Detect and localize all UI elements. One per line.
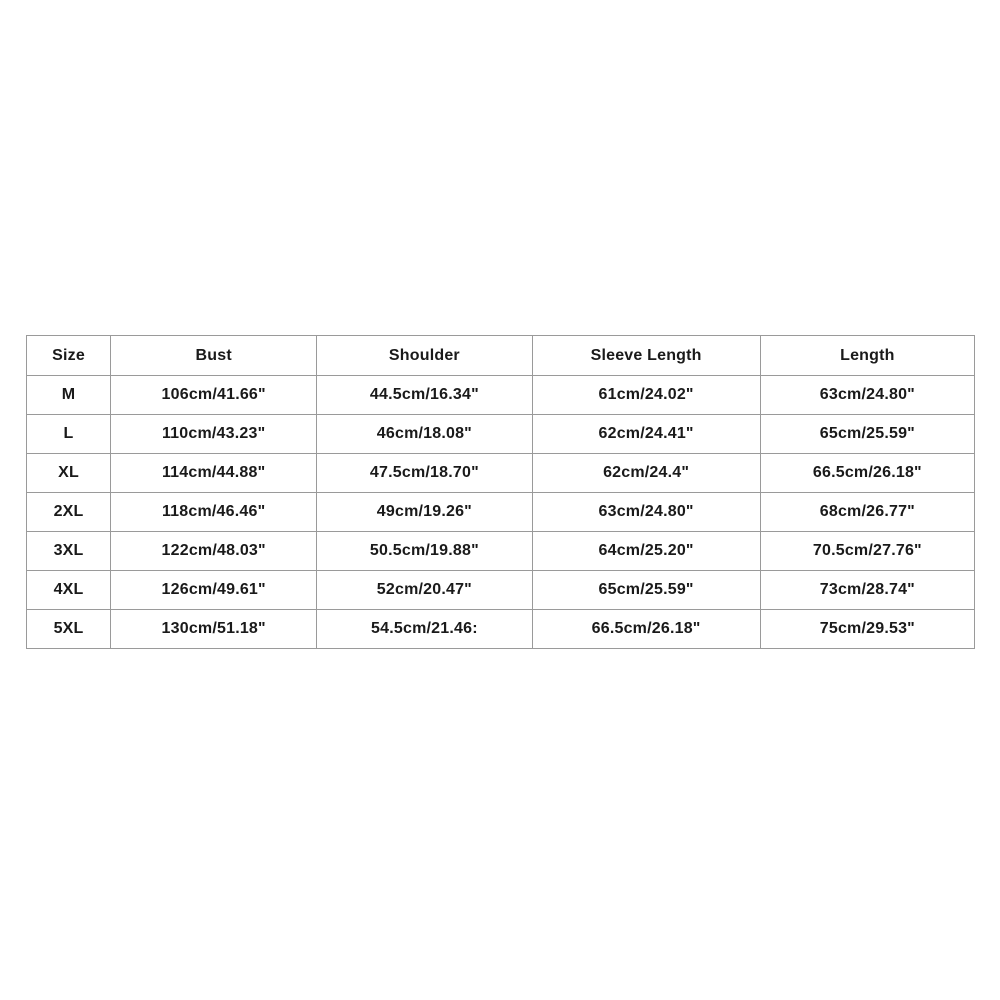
table-row: [27, 493, 975, 532]
cell-shoulder: 52cm/20.47": [317, 571, 532, 610]
cell-sleeve-length: 64cm/25.20": [532, 532, 760, 571]
cell-bust: 106cm/41.66": [111, 376, 317, 415]
cell-size: 3XL: [27, 532, 111, 571]
header-bust: Bust: [111, 336, 317, 376]
cell-length: 75cm/29.53": [760, 610, 974, 649]
cell-shoulder: 54.5cm/21.46:: [317, 610, 532, 649]
cell-bust: 118cm/46.46": [111, 493, 317, 532]
cell-sleeve-length: 62cm/24.41": [532, 415, 760, 454]
header-shoulder: Shoulder: [317, 336, 532, 376]
cell-bust: 130cm/51.18": [111, 610, 317, 649]
cell-shoulder: 50.5cm/19.88": [317, 532, 532, 571]
cell-sleeve-length: 63cm/24.80": [532, 493, 760, 532]
cell-bust: 126cm/49.61": [111, 571, 317, 610]
cell-size: 5XL: [27, 610, 111, 649]
cell-length: 73cm/28.74": [760, 571, 974, 610]
header-length: Length: [760, 336, 974, 376]
cell-shoulder: 49cm/19.26": [317, 493, 532, 532]
table-row: [27, 571, 975, 610]
cell-bust: 122cm/48.03": [111, 532, 317, 571]
table-row: [27, 532, 975, 571]
header-sleeve-length: Sleeve Length: [532, 336, 760, 376]
table-row: [27, 610, 975, 649]
cell-bust: 114cm/44.88": [111, 454, 317, 493]
header-size: Size: [27, 336, 111, 376]
cell-length: 70.5cm/27.76": [760, 532, 974, 571]
table-row: [27, 415, 975, 454]
cell-shoulder: 44.5cm/16.34": [317, 376, 532, 415]
cell-size: 4XL: [27, 571, 111, 610]
size-chart-table: [26, 335, 975, 649]
cell-size: L: [27, 415, 111, 454]
table-row: [27, 376, 975, 415]
cell-shoulder: 47.5cm/18.70": [317, 454, 532, 493]
cell-size: XL: [27, 454, 111, 493]
cell-sleeve-length: 66.5cm/26.18": [532, 610, 760, 649]
cell-size: 2XL: [27, 493, 111, 532]
cell-size: M: [27, 376, 111, 415]
cell-length: 63cm/24.80": [760, 376, 974, 415]
table-header-row: [27, 336, 975, 376]
cell-length: 68cm/26.77": [760, 493, 974, 532]
table-row: [27, 454, 975, 493]
cell-sleeve-length: 62cm/24.4": [532, 454, 760, 493]
cell-shoulder: 46cm/18.08": [317, 415, 532, 454]
cell-sleeve-length: 61cm/24.02": [532, 376, 760, 415]
cell-length: 66.5cm/26.18": [760, 454, 974, 493]
cell-sleeve-length: 65cm/25.59": [532, 571, 760, 610]
cell-length: 65cm/25.59": [760, 415, 974, 454]
cell-bust: 110cm/43.23": [111, 415, 317, 454]
